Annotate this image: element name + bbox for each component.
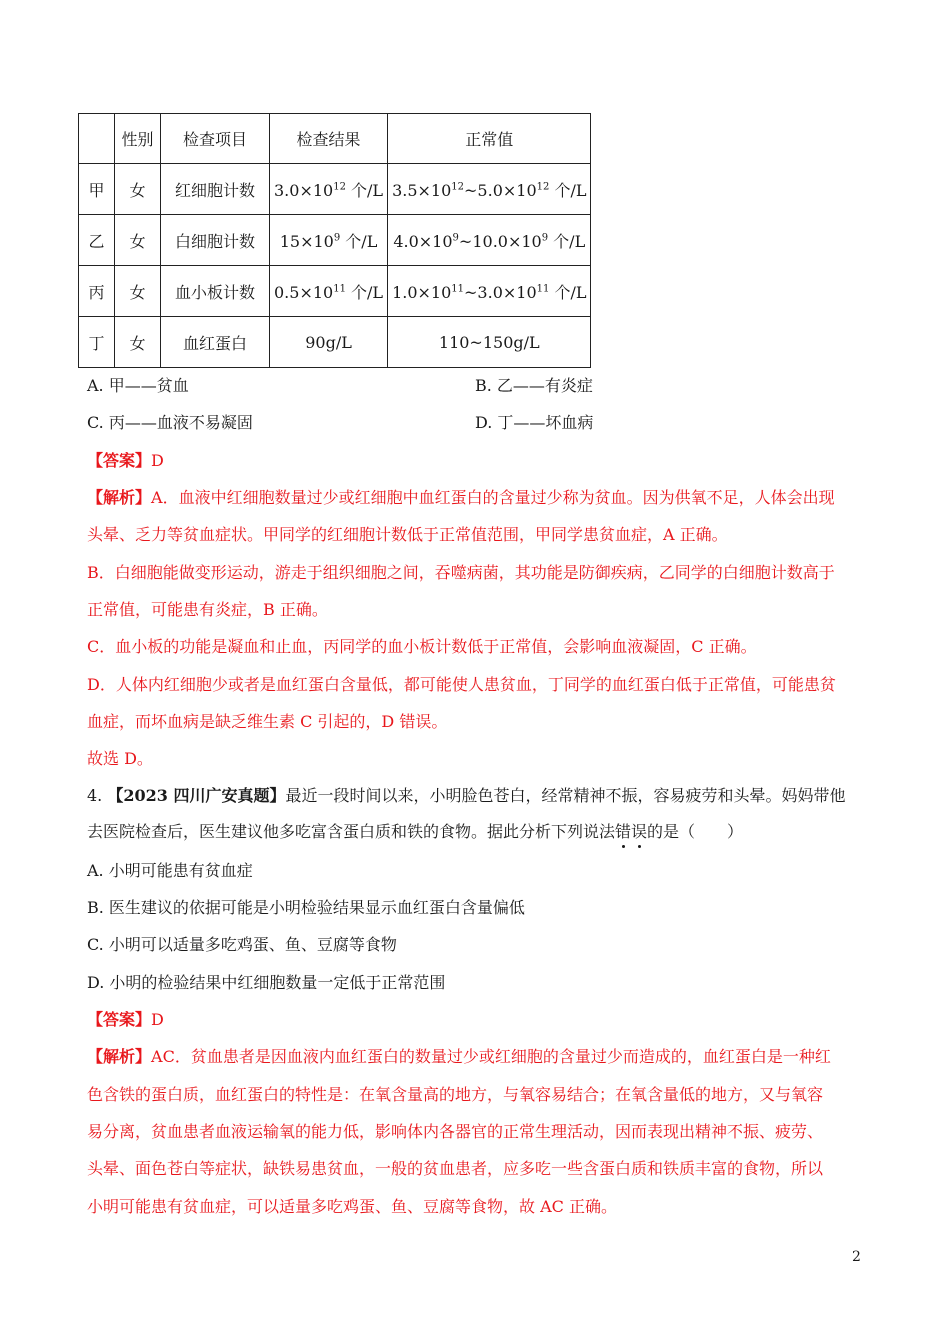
- q3-analysis-line: D．人体内红细胞少或者是血红蛋白含量低，都可能使人患贫血，丁同学的血红蛋白低于正常值，可能患贫: [87, 675, 836, 694]
- q3-option-a: A. 甲——贫血: [87, 376, 189, 395]
- normal-cell: $1.0\times 10^{11}\sim 3.0\times 10^{11}$ 个/L: [388, 266, 591, 317]
- header-cell: 正常值: [388, 114, 591, 164]
- person-cell: 甲: [79, 164, 115, 215]
- result-cell: $3.0\times 10^{12}$ 个/L: [270, 164, 388, 215]
- table-row: [79, 266, 591, 317]
- header-cell: 检查项目: [161, 114, 270, 164]
- item-cell: 血红蛋白: [161, 317, 270, 368]
- page-number: 2: [852, 1249, 861, 1265]
- sex-cell: 女: [115, 317, 161, 368]
- q4-analysis-line: 易分离，贫血患者血液运输氧的能力低，影响体内各器官的正常生理活动，因而表现出精神不振、疲劳、: [87, 1122, 824, 1141]
- q4-analysis-line: 【解析】AC．贫血患者是因血液内血红蛋白的数量过少或红细胞的含量过少而造成的，血红蛋白是一种红: [87, 1047, 831, 1066]
- item-cell: 白细胞计数: [161, 215, 270, 266]
- q3-answer: 【答案】D: [87, 451, 164, 470]
- q4-stem-line: 去医院检查后，医生建议他多吃富含蛋白质和铁的食物。据此分析下列说法错误的是（ ）: [87, 822, 744, 841]
- q4-option-b: B. 医生建议的依据可能是小明检验结果显示血红蛋白含量偏低: [87, 898, 525, 917]
- person-cell: 丁: [79, 317, 115, 368]
- q3-analysis-line: C．血小板的功能是凝血和止血，丙同学的血小板计数低于正常值，会影响血液凝固，C 正确。: [87, 637, 757, 656]
- q3-analysis-line: B．白细胞能做变形运动，游走于组织细胞之间，吞噬病菌，其功能是防御疾病，乙同学的白细胞计数高于: [87, 563, 835, 582]
- table-header-row: [79, 114, 591, 164]
- header-cell: [79, 114, 115, 164]
- result-cell: $15\times 10^9$ 个/L: [270, 215, 388, 266]
- q3-analysis-line: 血症，而坏血病是缺乏维生素 C 引起的，D 错误。: [87, 712, 448, 731]
- q3-analysis-line: 头晕、乏力等贫血症状。甲同学的红细胞计数低于正常值范围，甲同学患贫血症，A 正确。: [87, 525, 728, 544]
- q4-analysis-line: 小明可能患有贫血症，可以适量多吃鸡蛋、鱼、豆腐等食物，故 AC 正确。: [87, 1197, 617, 1216]
- q4-stem-line: 4. 【2023 四川广安真题】最近一段时间以来，小明脸色苍白，经常精神不振，容易疲劳和头晕。妈妈带他: [87, 786, 846, 805]
- sex-cell: 女: [115, 164, 161, 215]
- normal-cell: $3.5\times 10^{12}\sim 5.0\times 10^{12}$ 个/L: [388, 164, 591, 215]
- normal-cell: $4.0\times 10^9\sim 10.0\times 10^9$ 个/L: [388, 215, 591, 266]
- item-cell: 血小板计数: [161, 266, 270, 317]
- q3-option-b: B. 乙——有炎症: [475, 376, 593, 395]
- header-cell: 性别: [115, 114, 161, 164]
- sex-cell: 女: [115, 266, 161, 317]
- table-row: [79, 215, 591, 266]
- q4-analysis-line: 头晕、面色苍白等症状，缺铁易患贫血，一般的贫血患者，应多吃一些含蛋白质和铁质丰富的食物，所以: [87, 1159, 824, 1178]
- q3-option-c: C. 丙——血液不易凝固: [87, 413, 253, 432]
- table-row: [79, 164, 591, 215]
- person-cell: 丙: [79, 266, 115, 317]
- q3-conclusion: 故选 D。: [87, 749, 153, 768]
- q3-analysis-line: 【解析】A．血液中红细胞数量过少或红细胞中血红蛋白的含量过少称为贫血。因为供氧不足，人体会出现: [87, 488, 835, 507]
- q4-option-a: A. 小明可能患有贫血症: [87, 861, 253, 880]
- header-cell: 检查结果: [270, 114, 388, 164]
- q4-analysis-line: 色含铁的蛋白质，血红蛋白的特性是：在氧含量高的地方，与氧容易结合；在氧含量低的地方，又与氧容: [87, 1085, 824, 1104]
- q4-option-d: D. 小明的检验结果中红细胞数量一定低于正常范围: [87, 973, 446, 992]
- q4-answer: 【答案】D: [87, 1010, 164, 1029]
- q4-option-c: C. 小明可以适量多吃鸡蛋、鱼、豆腐等食物: [87, 935, 397, 954]
- result-cell: $0.5\times 10^{11}$ 个/L: [270, 266, 388, 317]
- person-cell: 乙: [79, 215, 115, 266]
- q3-analysis-line: 正常值，可能患有炎症，B 正确。: [87, 600, 328, 619]
- result-cell: 90g/L: [270, 317, 388, 368]
- table-row: [79, 317, 591, 368]
- blood-test-table: [78, 113, 591, 368]
- item-cell: 红细胞计数: [161, 164, 270, 215]
- sex-cell: 女: [115, 215, 161, 266]
- q3-option-d: D. 丁——坏血病: [475, 413, 594, 432]
- normal-cell: 110~150g/L: [388, 317, 591, 368]
